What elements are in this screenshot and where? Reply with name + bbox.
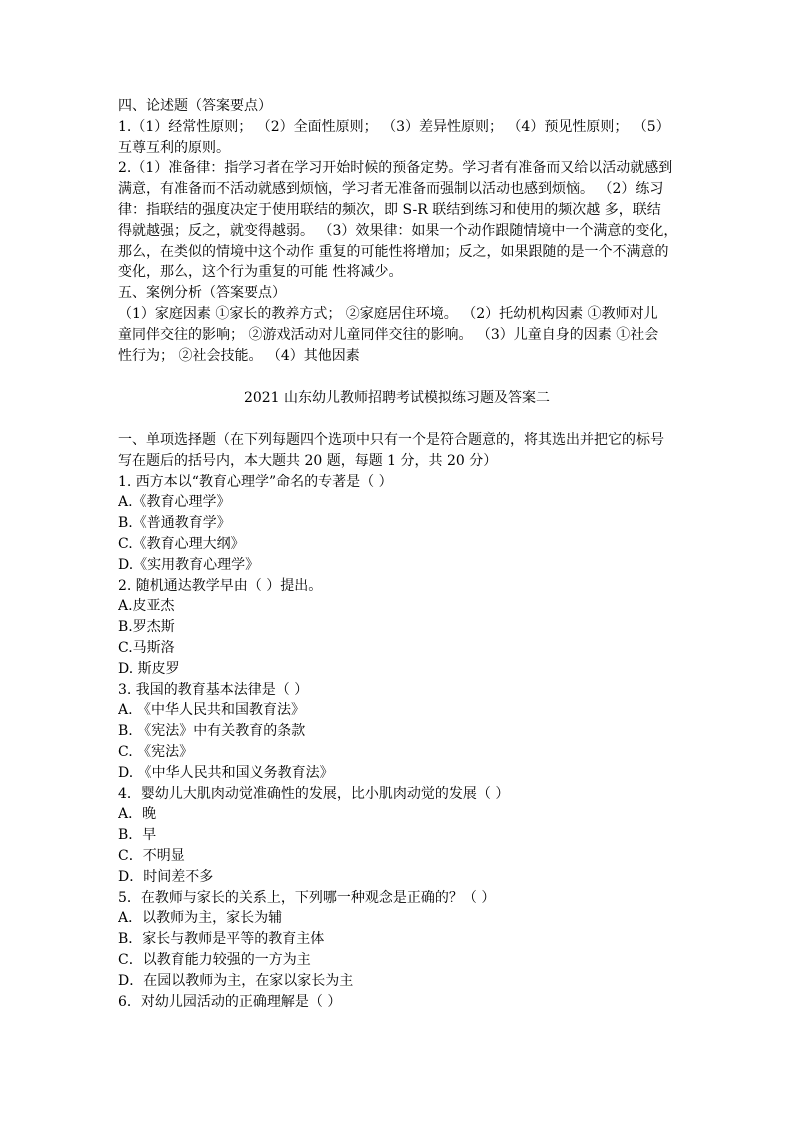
option-line: C．以教育能力较强的一方为主 xyxy=(118,951,311,968)
paragraph-line: 2.（1）准备律：指学习者在学习开始时候的预备定势。学习者有准备而又给以活动就感到 xyxy=(118,160,673,177)
option-line: C．不明显 xyxy=(118,847,185,864)
section-intro: 一、单项选择题（在下列每题四个选项中只有一个是符合题意的，将其选出并把它的标号 xyxy=(118,432,664,448)
option-line: C.马斯洛 xyxy=(118,639,175,656)
option-line: A.《教育心理学》 xyxy=(118,494,231,511)
essay-answers-section xyxy=(118,96,678,366)
section-heading: 五、案例分析（答案要点） xyxy=(118,285,286,302)
option-line: A.皮亚杰 xyxy=(118,598,175,615)
paragraph-line: 互尊互利的原则。 xyxy=(118,139,230,156)
option-line: B.《普通教育学》 xyxy=(118,515,231,532)
paragraph-line: （1）家庭因素 ①家长的教养方式； ②家庭居住环境。 （2）托幼机构因素 ①教师对儿 xyxy=(118,305,658,322)
option-line: A．晚 xyxy=(118,806,157,823)
question-line: 1. 西方本以“教育心理学”命名的专著是（ ） xyxy=(118,473,393,490)
paragraph-line: 性行为； ②社会技能。 （4）其他因素 xyxy=(118,347,360,364)
option-line: B．家长与教师是平等的教育主体 xyxy=(118,931,325,948)
option-line: C.《教育心理大纲》 xyxy=(118,535,245,552)
paragraph-line: 1.（1）经常性原则； （2）全面性原则； （3）差异性原则； （4）预见性原则； （5） xyxy=(118,118,670,135)
paragraph-line: 童同伴交往的影响； ②游戏活动对儿童同伴交往的影响。 （3）儿童自身的因素 ①社会 xyxy=(118,326,659,343)
option-line: D．在园以教师为主，在家以家长为主 xyxy=(118,972,354,989)
document-title: 2021 山东幼儿教师招聘考试模拟练习题及答案二 xyxy=(243,390,551,406)
question-line: 3. 我国的教育基本法律是（ ） xyxy=(118,681,309,698)
section-intro: 写在题后的括号内，本大题共 20 题，每题 1 分，共 20 分） xyxy=(118,452,498,469)
option-line: B. 《宪法》中有关教育的条款 xyxy=(118,723,306,740)
option-line: D. 《中华人民共和国义务教育法》 xyxy=(118,764,334,781)
single-choice-section xyxy=(118,430,678,1012)
paragraph-line: 那么，在类似的情境中这个动作 重复的可能性将增加；反之，如果跟随的是一个不满意的 xyxy=(118,243,669,260)
paragraph-line: 得就越强；反之，就变得越弱。 （3）效果律：如果一个动作跟随情境中一个满意的变化， xyxy=(118,222,678,239)
paragraph-line: 满意，有准备而不活动就感到烦恼，学习者无准备而强制以活动也感到烦恼。 （2）练习 xyxy=(118,181,664,198)
option-line: D．时间差不多 xyxy=(118,868,214,885)
section-heading: 四、论述题（答案要点） xyxy=(118,98,272,114)
paragraph-line: 变化，那么，这个行为重复的可能 性将减少。 xyxy=(118,264,403,281)
option-line: D. 斯皮罗 xyxy=(118,660,180,677)
question-line: 2. 随机通达教学早由（ ）提出。 xyxy=(118,577,323,594)
paragraph-line: 律：指联结的强度决定于使用联结的频次，即 S-R 联结到练习和使用的频次越 多，联结 xyxy=(118,201,661,218)
question-line: 6．对幼儿园活动的正确理解是（ ） xyxy=(118,993,342,1010)
question-line: 4．婴幼儿大肌肉动觉准确性的发展，比小肌肉动觉的发展（ ） xyxy=(118,785,510,802)
option-line: C. 《宪法》 xyxy=(118,743,194,760)
option-line: B．早 xyxy=(118,827,157,844)
option-line: A．以教师为主，家长为辅 xyxy=(118,910,283,927)
option-line: B.罗杰斯 xyxy=(118,619,175,636)
question-line: 5．在教师与家长的关系上，下列哪一种观念是正确的？（ ） xyxy=(118,889,496,906)
option-line: A. 《中华人民共和国教育法》 xyxy=(118,702,306,719)
option-line: D.《实用教育心理学》 xyxy=(118,556,260,573)
